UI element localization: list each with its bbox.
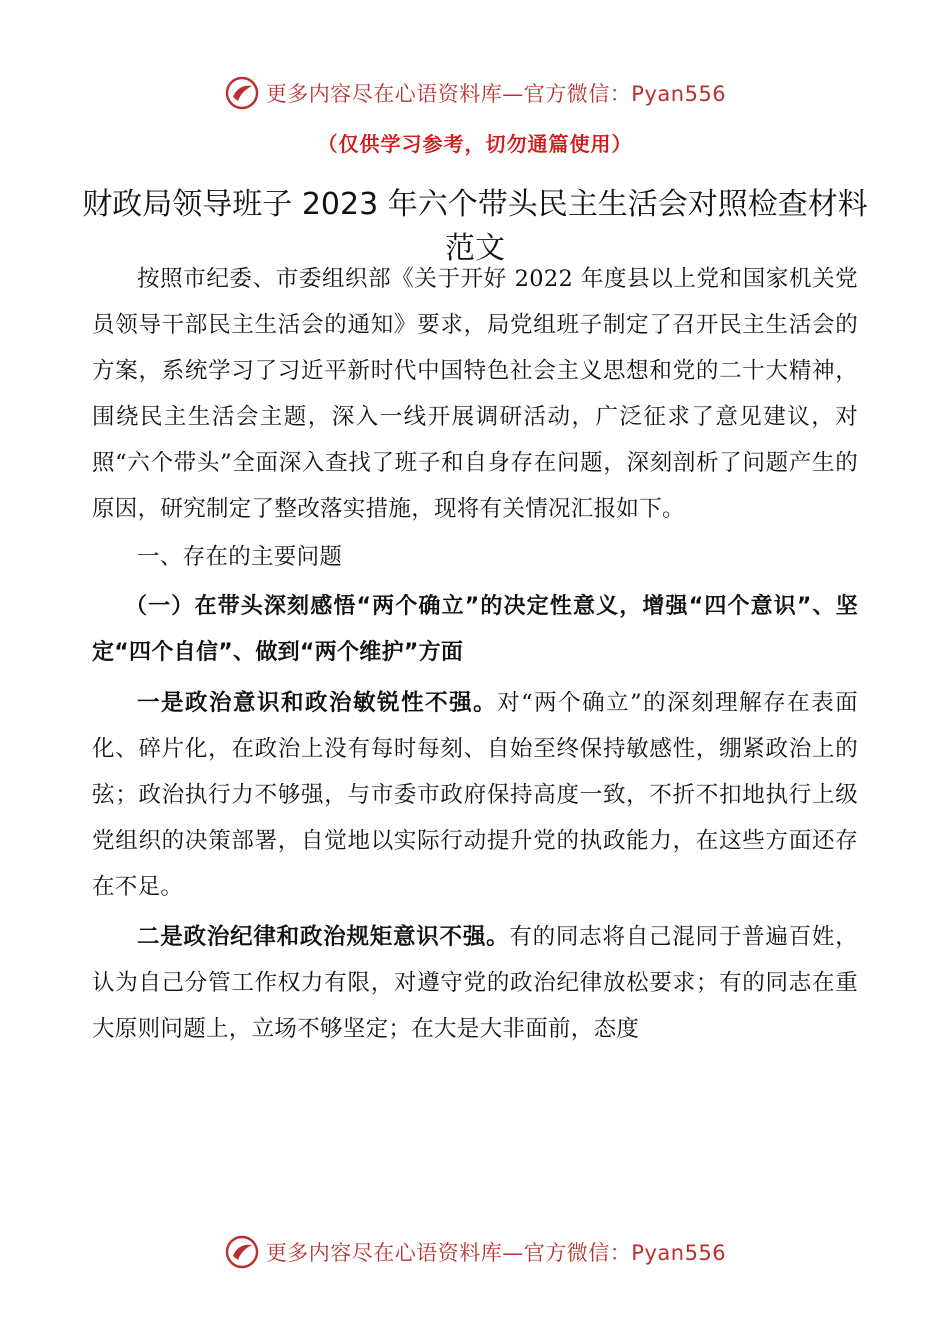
intro-paragraph: 按照市纪委、市委组织部《关于开好 2022 年度县以上党和国家机关党员领导干部民主生活会的通知》要求，局党组班子制定了召开民主生活会的方案，系统学习了习近平新时代中国特色社会主义思想和党的二十大精神，围绕民主生活会主题，深入一线开展调研活动，广泛征求了意见建议，对照“六个带头”全面深入查找了班子和自身存在问题，深刻剖析了问题产生的原因，研究制定了整改落实措施，现将有关情况汇报如下。 xyxy=(92,266,858,522)
brand-logo-icon xyxy=(224,75,260,111)
usage-notice: （仅供学习参考，切勿通篇使用） xyxy=(317,132,633,156)
banner-text: 更多内容尽在心语资料库—官方微信：Pyan556 xyxy=(265,82,727,106)
problem-item-2-lead: 二是政治纪律和政治规矩意识不强。 xyxy=(137,924,510,950)
problem-item-1-lead: 一是政治意识和政治敏锐性不强。 xyxy=(137,690,498,716)
brand-logo-icon xyxy=(224,1234,260,1270)
document-body xyxy=(92,256,858,1052)
problem-item-1-text: 对“两个确立”的深刻理解存在表面化、碎片化，在政治上没有每时每刻、自始至终保持敏感性，绷紧政治上的弦；政治执行力不够强，与市委市政府保持高度一致，不折不扣地执行上级党组织的决策部署，自觉地以实际行动提升党的执政能力，在这些方面还存在不足。 xyxy=(92,690,858,900)
banner-text: 更多内容尽在心语资料库—官方微信：Pyan556 xyxy=(265,1241,727,1265)
header-watermark-banner xyxy=(0,73,950,113)
document-title: 财政局领导班子 2023 年六个带头民主生活会对照检查材料范文 xyxy=(82,187,868,266)
footer-watermark-banner xyxy=(0,1232,950,1272)
problem-item-2-text: 有的同志将自己混同于普遍百姓，认为自己分管工作权力有限，对遵守党的政治纪律放松要求；有的同志在重大原则问题上，立场不够坚定；在大是大非面前，态度 xyxy=(92,924,858,1042)
problem-item-1 xyxy=(92,680,858,910)
section-heading: 一、存在的主要问题 xyxy=(137,544,343,570)
problem-item-2 xyxy=(92,914,858,1052)
subsection-heading: （一）在带头深刻感悟“两个确立”的决定性意义，增强“四个意识”、坚定“四个自信”、做到“两个维护”方面 xyxy=(92,594,858,665)
